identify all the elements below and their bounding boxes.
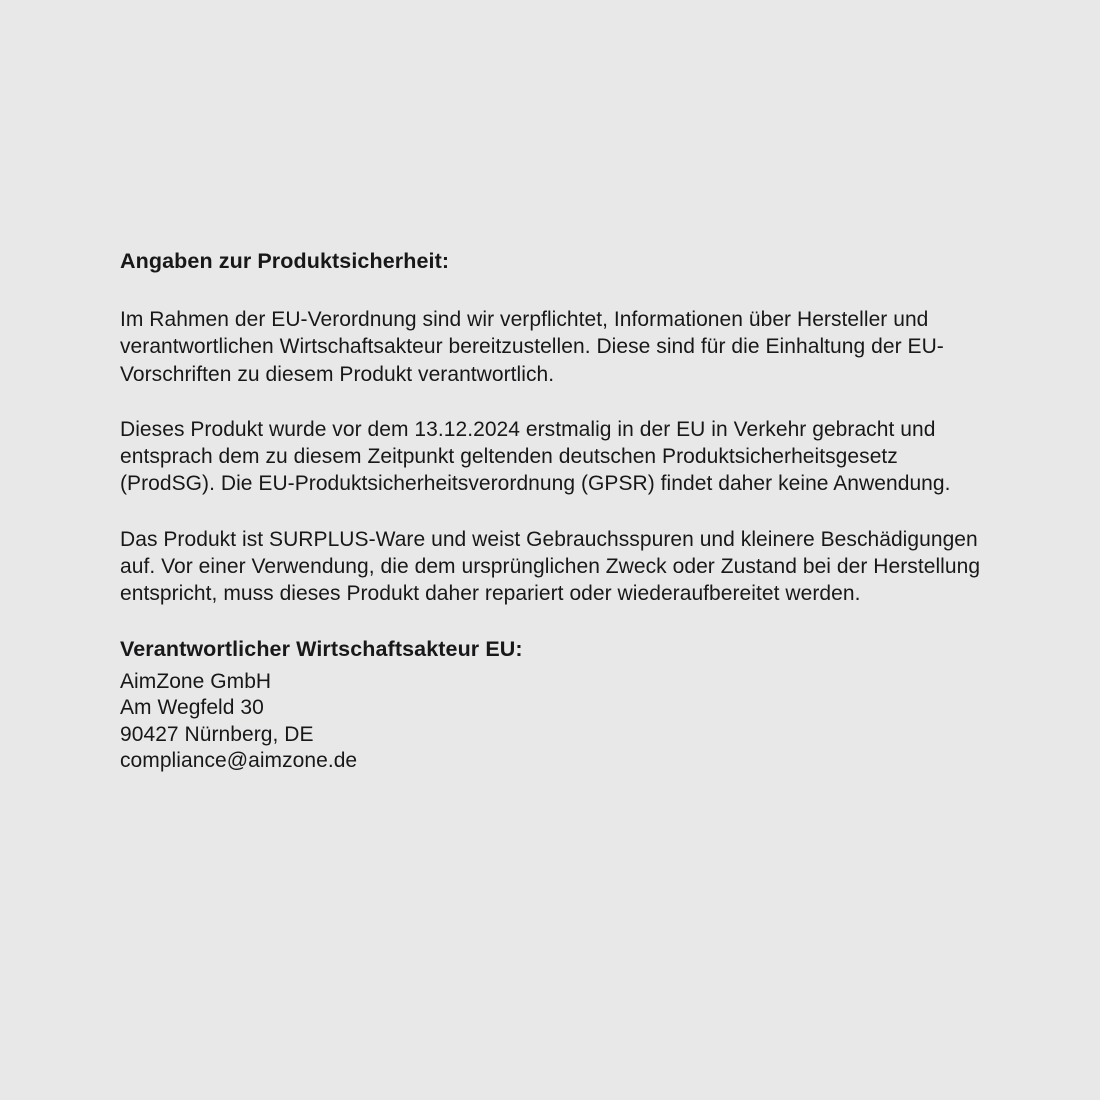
document-body [120, 248, 995, 775]
responsible-operator-city: 90427 Nürnberg, DE [120, 722, 314, 746]
paragraph-surplus-condition: Das Produkt ist SURPLUS-Ware und weist Gebrauchsspuren und kleinere Beschädigungen auf. Vor einer Verwendung, die dem ursprünglichen Zweck oder Zustand bei der Herstellung entspricht, muss dieses Produkt daher repariert oder wiederaufbereitet werden. [120, 527, 981, 606]
responsible-operator-heading: Verantwortlicher Wirtschaftsakteur EU: [120, 636, 523, 661]
responsible-operator-company: AimZone GmbH [120, 669, 272, 693]
paragraph-placed-on-market-before-date: Dieses Produkt wurde vor dem 13.12.2024 erstmalig in der EU in Verkehr gebracht und entsprach dem zu diesem Zeitpunkt geltenden deutschen Produktsicherheitsgesetz (ProdSG). Die EU-Produktsicherheitsverordnung (GPSR) findet daher keine Anwendung. [120, 417, 951, 496]
responsible-operator-street: Am Wegfeld 30 [120, 696, 264, 720]
paragraph-eu-regulation-info: Im Rahmen der EU-Verordnung sind wir verpflichtet, Informationen über Hersteller und verantwortlichen Wirtschaftsakteur bereitzustellen. Diese sind für die Einhaltung der EU-Vorschriften zu diesem Produkt verantwortlich. [120, 307, 944, 386]
page-title: Angaben zur Produktsicherheit: [120, 249, 450, 273]
responsible-operator-block [120, 636, 995, 775]
responsible-operator-email: compliance@aimzone.de [120, 749, 358, 773]
